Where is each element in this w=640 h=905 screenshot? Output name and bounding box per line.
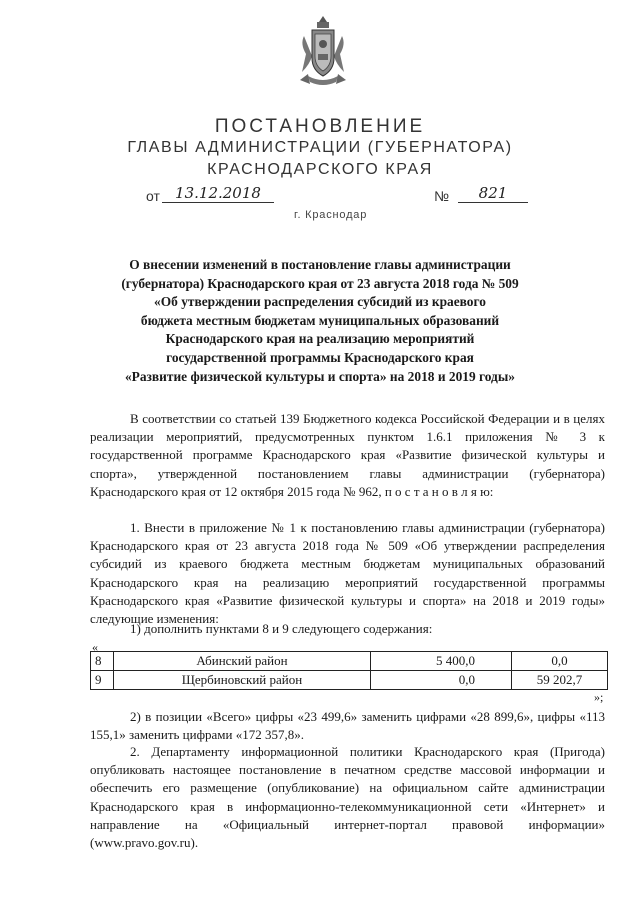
paragraph-item-1-1: 1) дополнить пунктами 8 и 9 следующего содержания:	[130, 621, 433, 636]
document-number: 821	[458, 184, 528, 203]
heading-line: Краснодарского края на реализацию мероприятий	[165, 331, 475, 347]
heading-line: «Об утверждении распределения субсидий из краевого	[154, 294, 486, 310]
document-title: ПОСТАНОВЛЕНИЕ	[214, 116, 426, 137]
row-number: 9	[91, 671, 114, 690]
paragraph-item-1-2: 2) в позиции «Всего» цифры «23 499,6» заменить цифрами «28 899,6», цифры «113 155,1» заменить цифрами «172 357,8».	[90, 709, 605, 743]
city: г. Краснодар	[294, 209, 368, 221]
document-heading	[110, 256, 530, 386]
amount-2019: 59 202,7	[512, 671, 608, 690]
heading-line: «Развитие физической культуры и спорта» на 2018 и 2019 годы»	[124, 368, 515, 384]
inserted-rows-table	[90, 651, 608, 690]
quote-close: »;	[594, 690, 604, 704]
number-prefix: №	[434, 188, 450, 204]
quote-open: «	[92, 640, 98, 654]
paragraph-item-2: 2. Департаменту информационной политики Краснодарского края (Пригода) опубликовать настоящее постановление в печатном средстве массовой информации и обеспечить его размещение (опубликование) на официальном сайте администрации Краснодарского края в информационно-телекоммуникационной сети «Интернет» и направление на «Официальный интернет-портал правовой информации» (www.pravo.gov.ru).	[90, 744, 605, 851]
table-row	[91, 652, 608, 671]
heading-line: О внесении изменений в постановление главы администрации	[129, 257, 511, 272]
table-row	[91, 671, 608, 690]
paragraph-preamble: В соответствии со статьей 139 Бюджетного кодекса Российской Федерации и в целях реализации мероприятий, предусмотренных пунктом 1.6.1 приложения № 3 к государственной программе Краснодарского края «Развитие физической культуры и спорта», утвержденной постановлением главы администрации (губернатора) Краснодарского края от 12 октября 2015 года № 962, п о с т а н о в л я ю:	[90, 411, 605, 499]
district-name: Абинский район	[114, 652, 371, 671]
amount-2018: 0,0	[371, 671, 512, 690]
amount-2018: 5 400,0	[371, 652, 512, 671]
amount-2019: 0,0	[512, 652, 608, 671]
heading-line: (губернатора) Краснодарского края от 23 августа 2018 года № 509	[121, 275, 519, 291]
heading-line: государственной программы Краснодарского края	[166, 349, 474, 365]
issuer-line-1: ГЛАВЫ АДМИНИСТРАЦИИ (ГУБЕРНАТОРА)	[127, 139, 513, 156]
paragraph-item-1: 1. Внести в приложение № 1 к постановлению главы администрации (губернатора) Краснодарского края от 23 августа 2018 года № 509 «Об утверждении распределения субсидий из краевого бюджета местным бюджетам муниципальных образований Краснодарского края на реализацию мероприятий государственной программы Краснодарского края «Развитие физической культуры и спорта» на 2018 и 2019 годы» следующие изменения:	[90, 520, 605, 627]
district-name: Щербиновский район	[114, 671, 371, 690]
document-date: 13.12.2018	[162, 184, 274, 203]
coat-of-arms-icon	[298, 14, 348, 88]
issuer-line-2: КРАСНОДАРСКОГО КРАЯ	[207, 161, 433, 178]
heading-line: бюджета местным бюджетам муниципальных образований	[140, 312, 500, 328]
row-number: 8	[91, 652, 114, 671]
date-prefix: от	[146, 188, 160, 204]
